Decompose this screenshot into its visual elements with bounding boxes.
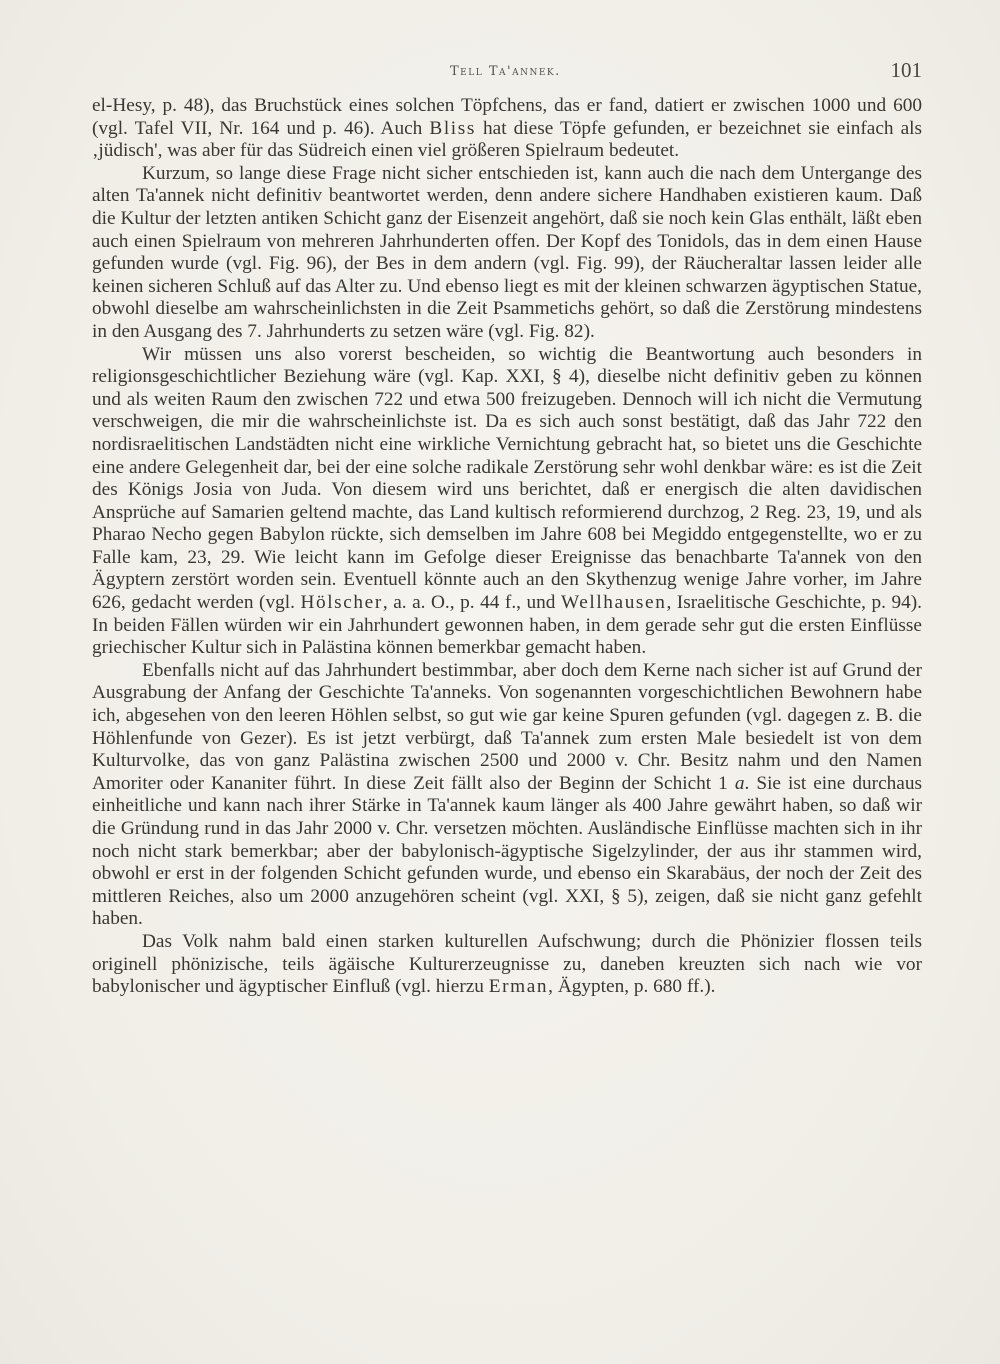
paragraph [92,95,922,163]
running-head: Tell Ta'annek. [450,64,561,79]
text-run: , a. a. O., p. 44 f., und [382,592,561,614]
author-name: Hölscher [300,592,383,614]
italic-text: a [734,772,745,794]
paragraph [92,931,922,999]
text-run: el-Hesy, p. 48), das Bruchstück eines solchen Töpfchens, das er fand, datiert er zwischen 1000 und 600 (vgl. Tafel VII, Nr. 164 und p. 46). Auch [92,95,922,139]
text-run: hat diese Töpfe gefunden, er bezeichnet sie einfach als ‚jüdisch', was aber für das Südreich einen viel größeren Spielraum bedeutet. [92,117,923,162]
author-name: Erman [488,976,549,998]
text-run: , Ägypten, p. 680 ff.). [548,976,716,998]
text-run: Ebenfalls nicht auf das Jahrhundert bestimmbar, aber doch dem Kerne nach sicher ist auf Grund der Ausgrabung der Anfang der Geschichte Ta'anneks. Von sogenannten vorgeschichtlichen Bewohnern habe ich, abgesehen von den leeren Höhlen selbst, so gut wie gar keine Spuren gefunden (vgl. dagegen z. B. die Höhlenfunde von Gezer). Es ist jetzt verbürgt, daß Ta'annek zum ersten Male besiedelt ist von dem Kulturvolke, das von ganz Palästina zwischen 2500 und 2000 v. Chr. Besitz nahm und den Namen Amoriter oder Kananiter führt. In diese Zeit fällt also der Beginn der Schicht 1 [92,659,922,794]
text-run: Wir müssen uns also vorerst bescheiden, so wichtig die Beantwortung auch besonders in religionsgeschichtlicher Beziehung wäre (vgl. Kap. XXI, § 4), dieselbe nicht definitiv geben zu können und als weiten Raum den zwischen 722 und etwa 500 freizugeben. Dennoch will ich nicht die Vermutung verschweigen, die mir die wahrscheinlichste ist. Da es sich auch sonst bestätigt, daß das Jahr 722 den nordisraelitischen Landstädten nicht eine wirkliche Vernichtung gebracht hat, so bietet uns die Geschichte eine andere Gelegenheit dar, bei der eine solche radikale Zerstörung sehr wohl denkbar wäre: es ist die Zeit des Königs Josia von Juda. Von diesem wird uns berichtet, daß er energisch die alten davidischen Ansprüche auf Samarien geltend machte, das Land kultisch reformierend durchzog, 2 Reg. 23, 19, und als Pharao Necho gegen Babylon rückte, sich demselben im Jahre 608 bei Megiddo entgegenstellte, wo er zu Falle kam, 23, 29. Wie leicht kann im Gefolge dieser Ereignisse das benachbarte Ta'annek von den Ägyptern zerstört worden sein. Eventuell könnte auch an den Skythenzug wenige Jahre vorher, im Jahre 626, gedacht werden (vgl. [92,343,922,614]
text-run: Kurzum, so lange diese Frage nicht sicher entschieden ist, kann auch die nach dem Untergange des alten Ta'annek nicht definitiv beantwortet werden, denn andere sichere Handhaben existieren kaum. Daß die Kultur der letzten antiken Schicht ganz der Eisenzeit angehört, daß sie noch kein Glas enthält, läßt eben auch einen Spielraum von mehreren Jahrhunderten offen. Der Kopf des Tonidols, das in dem einen Hause gefunden wurde (vgl. Fig. 96), der Bes in dem andern (vgl. Fig. 99), der Räucheraltar lassen leider alle keinen sicheren Schluß auf das Alter zu. Und ebenso liegt es mit der kleinen schwarzen ägyptischen Statue, obwohl dieselbe am wahrscheinlichsten in die Zeit Psammetichs gehört, so daß die Zerstörung mindestens in den Ausgang des 7. Jahrhunderts zu setzen wäre (vgl. Fig. 82). [92,162,922,342]
page-number: 101 [890,58,922,82]
text-run: Das Volk nahm bald einen starken kulturellen Aufschwung; durch die Phönizier flossen teils originell phönizische, teils ägäische Kulturerzeugnisse zu, daneben kreuzten sich nach wie vor babylonischer und ägyptischer Einfluß (vgl. hierzu [92,930,922,998]
author-name: Bliss [429,117,476,139]
text-run: , Israelitische Geschichte, p. 94). In beiden Fällen würden wir ein Jahrhundert gewonnen haben, in dem gerade sehr gut die ersten Einflüsse griechischer Kultur sich in Palästina können bemerkbar gemacht haben. [92,592,922,659]
paragraph [92,660,922,931]
page-header [92,58,922,88]
paragraph [92,163,922,344]
author-name: Wellhausen [560,592,667,614]
paragraph [92,344,922,660]
text-run: . Sie ist eine durchaus einheitliche und kann nach ihrer Stärke in Ta'annek kaum länger als 400 Jahre gewährt haben, so daß wir die Gründung rund in das Jahr 2000 v. Chr. versetzen möchten. Ausländische Einflüsse machten sich in ihr noch nicht stark bemerkbar; aber der babylonisch-ägyptische Sigelzylinder, der aus ihr stammen wird, obwohl er erst in der folgenden Schicht gefunden wurde, und ebenso ein Skarabäus, der noch der Zeit des mittleren Reiches, also um 2000 anzugehören scheint (vgl. XXI, § 5), zeigen, daß sie nicht ganz gefehlt haben. [92,772,922,930]
body-text [92,95,922,999]
